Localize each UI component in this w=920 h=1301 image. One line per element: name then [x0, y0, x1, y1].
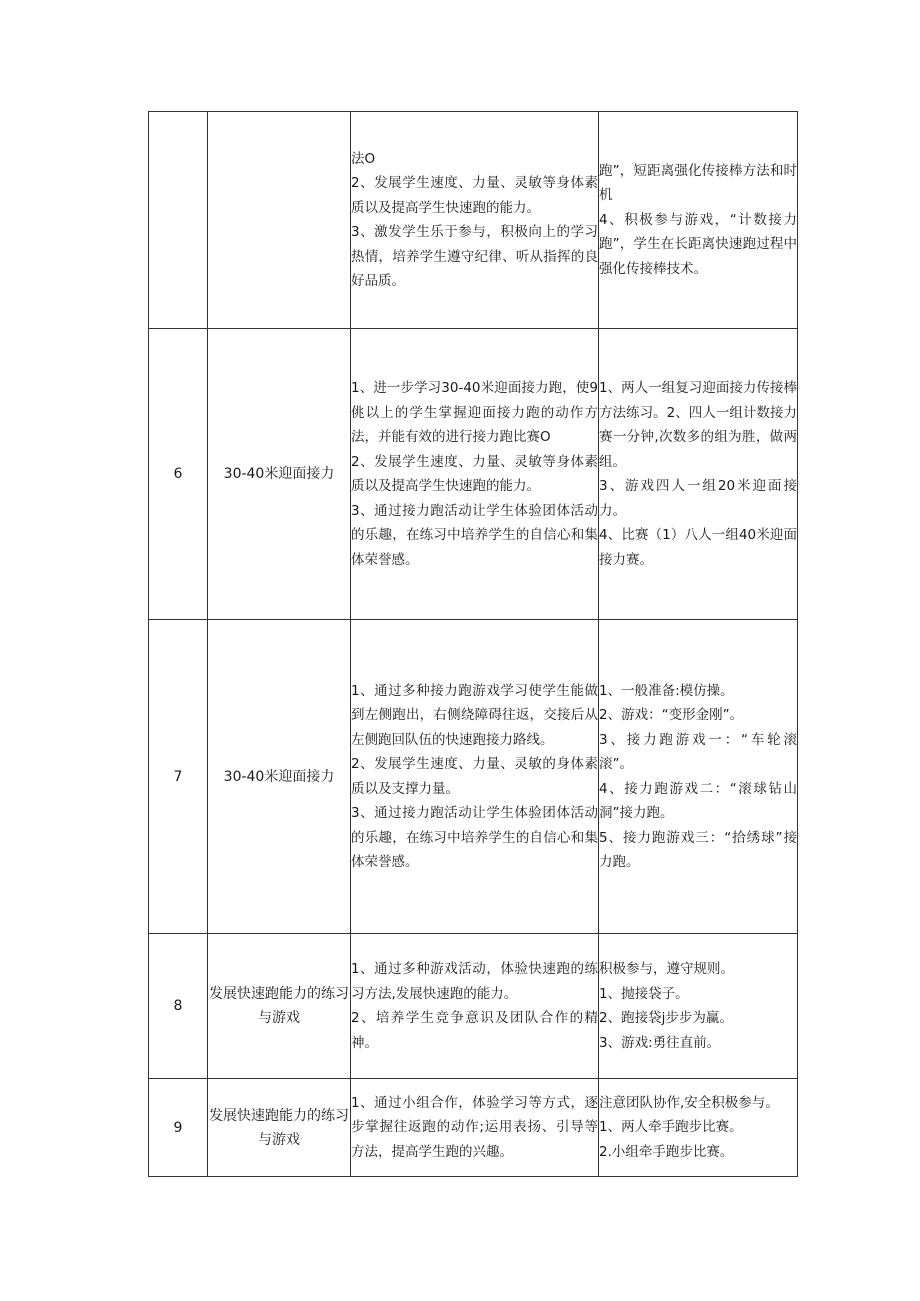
goal-text: 2、发展学生速度、力量、灵敏等身体素质以及提高学生快速跑的能力。 — [351, 175, 598, 216]
activity-text: 1、一般准备:模仿操。 — [599, 682, 734, 699]
activity-text: 2.小组牵手跑步比赛。 — [599, 1143, 734, 1160]
goal-text: 3、通过接力跑活动让学生体验团体活动的乐趣，在练习中培养学生的自信心和集体荣誉感。 — [351, 805, 598, 870]
lesson-number: 8 — [149, 934, 208, 1079]
table-row — [149, 934, 798, 1079]
lesson-number — [149, 112, 208, 329]
table-row — [149, 112, 798, 329]
lesson-activities — [599, 620, 798, 934]
goal-text: 法O — [351, 150, 376, 167]
lesson-activities — [599, 329, 798, 620]
lesson-topic: 30-40米迎面接力 — [208, 620, 351, 934]
lesson-goals — [351, 329, 599, 620]
activity-text: 5、接力跑游戏三：“拾绣球”接力跑。 — [599, 829, 797, 870]
lesson-number: 6 — [149, 329, 208, 620]
table-row — [149, 329, 798, 620]
activity-text: 4、比赛（1）八人一组40米迎面接力赛。 — [599, 527, 797, 568]
goal-text: 3、激发学生乐于参与，积极向上的学习热情，培养学生遵守纪律、听从指挥的良好品质。 — [351, 224, 598, 289]
activity-text: 3、游戏:勇往直前。 — [599, 1034, 721, 1051]
goal-text: 2、培养学生竞争意识及团队合作的精神。 — [351, 1010, 598, 1051]
activity-text: 4、积极参与游戏，“计数接力跑”，学生在长距离快速跑过程中强化传接棒技术。 — [599, 211, 797, 277]
lesson-topic — [208, 112, 351, 329]
lesson-topic: 30-40米迎面接力 — [208, 329, 351, 620]
goal-text: 1、通过多种游戏活动，体验快速跑的练习方法,发展快速跑的能力。 — [351, 961, 598, 1002]
goal-text: 1、通过多种接力跑游戏学习使学生能做到左侧跑出，右侧绕障碍往返，交接后从左侧跑回队伍的快速跑接力路线。 — [351, 682, 598, 748]
activity-text: 2、游戏：“变形金刚”。 — [599, 707, 744, 723]
activity-text: 2、跑接袋j步步为赢。 — [599, 1010, 733, 1026]
goal-text: 1、进一步学习30-40米迎面接力跑，使9佻以上的学生掌握迎面接力跑的动作方法，并能有效的进行接力跑比赛O — [351, 380, 598, 445]
lesson-goals — [351, 620, 599, 934]
table-row — [149, 1079, 798, 1177]
activity-text: 3、接力跑游戏一：“车轮滚滚”。 — [599, 731, 797, 772]
activity-text: 3、游戏四人一组20米迎面接力。 — [599, 478, 797, 519]
lesson-activities — [599, 934, 798, 1079]
goal-text: 3、通过接力跑活动让学生体验团体活动的乐趣，在练习中培养学生的自信心和集体荣誉感。 — [351, 502, 598, 568]
lesson-topic: 发展快速跑能力的练习与游戏 — [208, 1079, 351, 1177]
lesson-activities — [599, 112, 798, 329]
lesson-goals — [351, 112, 599, 329]
goal-text: 1、通过小组合作，体验学习等方式，逐步掌握往返跑的动作;运用表扬、引导等方法，提高学生跑的兴趣。 — [351, 1094, 598, 1160]
lesson-goals — [351, 1079, 599, 1177]
activity-text: 4、接力跑游戏二：“滚球钻山洞”接力跑。 — [599, 780, 797, 821]
table-row — [149, 620, 798, 934]
lesson-activities — [599, 1079, 798, 1177]
lesson-number: 7 — [149, 620, 208, 934]
lesson-goals — [351, 934, 599, 1079]
activity-text: 注意团队协作,安全积极参与。 — [599, 1094, 779, 1111]
activity-text: 积极参与，遵守规则。 — [599, 961, 734, 977]
lesson-number: 9 — [149, 1079, 208, 1177]
goal-text: 2、发展学生速度、力量、灵敏的身体素质以及支撑力量。 — [351, 756, 598, 797]
goal-text: 2、发展学生速度、力量、灵敏等身体素质以及提高学生快速跑的能力。 — [351, 453, 598, 494]
lesson-plan-table — [148, 111, 798, 1177]
lesson-topic: 发展快速跑能力的练习与游戏 — [208, 934, 351, 1079]
activity-text: 跑”，短距离强化传接棒方法和时机 — [599, 162, 797, 204]
activity-text: 1、两人牵手跑步比赛。 — [599, 1119, 743, 1136]
activity-text: 1、抛接袋子。 — [599, 985, 689, 1002]
activity-text: 1、两人一组复习迎面接力传接棒方法练习。2、四人一组计数接力赛一分钟,次数多的组为胜，做两组。 — [599, 380, 797, 470]
